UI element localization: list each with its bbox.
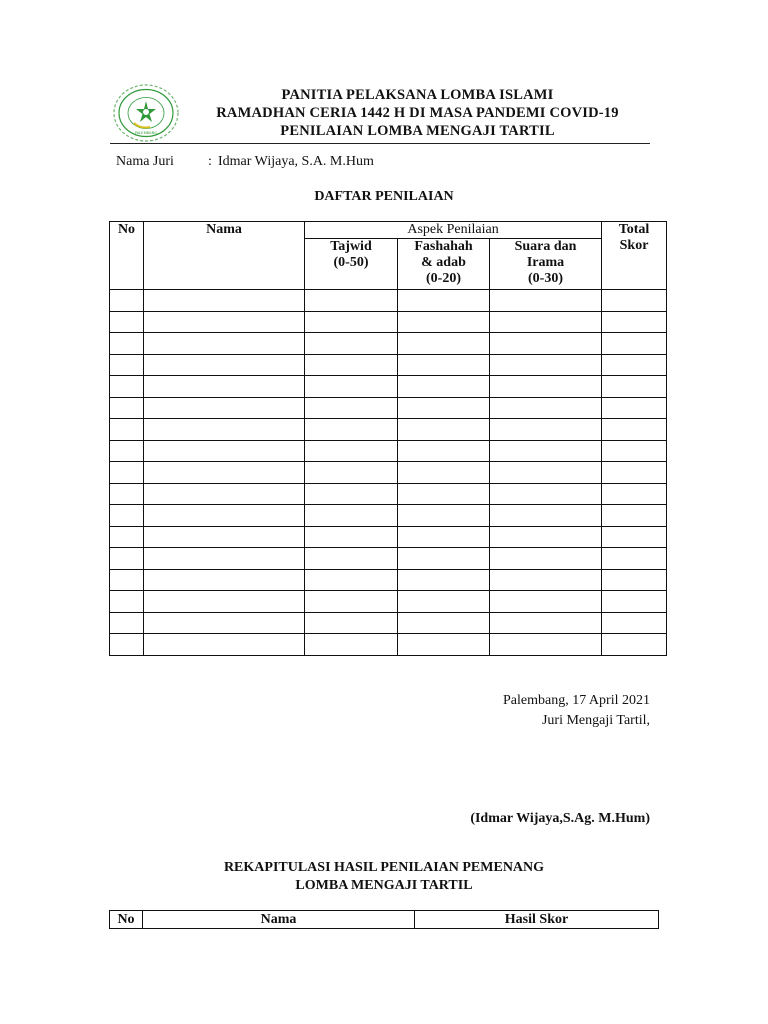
juri-colon: :: [208, 154, 212, 169]
col-header-no: No: [110, 222, 144, 290]
fashahah-range: (0-20): [426, 271, 461, 286]
table-cell[interactable]: [490, 440, 602, 462]
table-cell[interactable]: [305, 440, 398, 462]
table-cell[interactable]: [144, 591, 305, 613]
table-cell[interactable]: [110, 376, 144, 398]
table-cell[interactable]: [602, 591, 667, 613]
table-cell[interactable]: [602, 526, 667, 548]
table-cell[interactable]: [398, 419, 490, 441]
table-cell[interactable]: [490, 311, 602, 333]
sub-header-fashahah: [398, 239, 490, 290]
table-cell[interactable]: [305, 634, 398, 656]
recap-col-nama: Nama: [143, 911, 415, 929]
fashahah-label: Fashahah: [414, 239, 473, 254]
table-cell[interactable]: [490, 333, 602, 355]
table-cell[interactable]: [110, 526, 144, 548]
score-table: [109, 221, 667, 656]
table-cell[interactable]: [602, 440, 667, 462]
recap-col-no: No: [110, 911, 143, 929]
table-cell[interactable]: [305, 591, 398, 613]
table-row: [110, 440, 667, 462]
table-cell[interactable]: [602, 505, 667, 527]
logo-text: PALEMBANG: [134, 131, 158, 135]
header-line-2: RAMADHAN CERIA 1442 H DI MASA PANDEMI COVID-19: [216, 105, 619, 121]
table-cell[interactable]: [305, 419, 398, 441]
table-row: [110, 612, 667, 634]
total-line-2: Skor: [619, 238, 649, 253]
table-cell[interactable]: [305, 333, 398, 355]
table-cell[interactable]: [144, 548, 305, 570]
table-cell[interactable]: [144, 397, 305, 419]
table-row: [110, 290, 667, 312]
table-cell[interactable]: [144, 354, 305, 376]
table-cell[interactable]: [398, 591, 490, 613]
table-row: [110, 333, 667, 355]
table-cell[interactable]: [490, 505, 602, 527]
table-cell[interactable]: [110, 462, 144, 484]
table-cell[interactable]: [144, 634, 305, 656]
table-cell[interactable]: [110, 569, 144, 591]
table-cell[interactable]: [490, 462, 602, 484]
table-cell[interactable]: [602, 311, 667, 333]
table-cell[interactable]: [602, 354, 667, 376]
table-cell[interactable]: [602, 397, 667, 419]
table-row: [110, 419, 667, 441]
table-cell[interactable]: [398, 483, 490, 505]
tajwid-label: Tajwid: [330, 239, 372, 254]
signer-name: (Idmar Wijaya,S.Ag. M.Hum): [470, 811, 650, 826]
table-cell[interactable]: [398, 397, 490, 419]
table-cell[interactable]: [398, 440, 490, 462]
table-cell[interactable]: [602, 483, 667, 505]
table-cell[interactable]: [398, 612, 490, 634]
table-row: [110, 462, 667, 484]
fashahah-label-2: & adab: [421, 255, 466, 270]
recap-col-skor: Hasil Skor: [415, 911, 659, 929]
suara-range: (0-30): [528, 271, 564, 286]
recap-title-line-2: LOMBA MENGAJI TARTIL: [295, 878, 473, 893]
table-cell[interactable]: [110, 333, 144, 355]
table-cell[interactable]: [110, 354, 144, 376]
table-cell[interactable]: [398, 569, 490, 591]
table-cell[interactable]: [305, 612, 398, 634]
table-row: [110, 548, 667, 570]
table-row: [110, 526, 667, 548]
table-cell[interactable]: [305, 569, 398, 591]
table-cell[interactable]: [144, 526, 305, 548]
table-row: [110, 569, 667, 591]
table-row: [110, 505, 667, 527]
total-line-1: Total: [618, 222, 650, 237]
table-cell[interactable]: [144, 505, 305, 527]
table-cell[interactable]: [398, 462, 490, 484]
table-cell[interactable]: [144, 440, 305, 462]
recap-table: [109, 910, 659, 929]
table-cell[interactable]: [144, 290, 305, 312]
table-cell[interactable]: [110, 483, 144, 505]
signature-block: [503, 691, 650, 731]
table-cell[interactable]: [305, 354, 398, 376]
suara-label: Suara dan: [514, 239, 577, 254]
table-cell[interactable]: [110, 634, 144, 656]
table-row: [110, 376, 667, 398]
table-cell[interactable]: [602, 462, 667, 484]
sub-header-tajwid: [305, 239, 398, 290]
table-row: [110, 483, 667, 505]
table-cell[interactable]: [305, 483, 398, 505]
signer-role: Juri Mengaji Tartil,: [541, 713, 650, 728]
table-cell[interactable]: [602, 376, 667, 398]
table-cell[interactable]: [305, 376, 398, 398]
table-cell[interactable]: [144, 483, 305, 505]
table-cell[interactable]: [398, 311, 490, 333]
daftar-title: DAFTAR PENILAIAN: [314, 189, 454, 204]
document-header: [190, 86, 645, 140]
table-cell[interactable]: [398, 376, 490, 398]
table-cell[interactable]: [490, 612, 602, 634]
table-cell[interactable]: [144, 333, 305, 355]
table-cell[interactable]: [110, 290, 144, 312]
header-line-1: PANITIA PELAKSANA LOMBA ISLAMI: [281, 87, 554, 103]
table-cell[interactable]: [305, 548, 398, 570]
suara-label-2: Irama: [526, 255, 565, 270]
header-divider: [110, 143, 650, 144]
table-cell[interactable]: [144, 612, 305, 634]
recap-title: [110, 859, 658, 895]
table-row: [110, 397, 667, 419]
table-cell[interactable]: [602, 612, 667, 634]
table-cell[interactable]: [305, 526, 398, 548]
table-cell[interactable]: [305, 462, 398, 484]
table-row: [110, 634, 667, 656]
table-cell[interactable]: [602, 634, 667, 656]
score-table-body: [110, 290, 667, 656]
table-row: [110, 591, 667, 613]
table-cell[interactable]: [602, 569, 667, 591]
table-cell[interactable]: [398, 548, 490, 570]
table-cell[interactable]: [490, 354, 602, 376]
table-cell[interactable]: [490, 569, 602, 591]
table-cell[interactable]: [110, 591, 144, 613]
table-cell[interactable]: [602, 419, 667, 441]
juri-label: Nama Juri: [116, 154, 174, 169]
table-cell[interactable]: [110, 397, 144, 419]
table-row: [110, 354, 667, 376]
juri-name: Idmar Wijaya, S.A. M.Hum: [218, 154, 374, 169]
table-cell[interactable]: [490, 548, 602, 570]
table-cell[interactable]: [110, 311, 144, 333]
header-line-3: PENILAIAN LOMBA MENGAJI TARTIL: [280, 123, 555, 139]
tajwid-range: (0-50): [333, 255, 369, 270]
table-cell[interactable]: [398, 634, 490, 656]
table-cell[interactable]: [398, 354, 490, 376]
table-cell[interactable]: [144, 311, 305, 333]
table-cell[interactable]: [490, 419, 602, 441]
place-date: Palembang, 17 April 2021: [503, 693, 650, 708]
table-cell[interactable]: [144, 569, 305, 591]
table-cell[interactable]: [110, 440, 144, 462]
table-cell[interactable]: [110, 548, 144, 570]
table-cell[interactable]: [602, 333, 667, 355]
table-cell[interactable]: [398, 333, 490, 355]
table-cell[interactable]: [602, 290, 667, 312]
table-cell[interactable]: [490, 591, 602, 613]
university-seal-icon: [112, 83, 180, 143]
recap-title-line-1: REKAPITULASI HASIL PENILAIAN PEMENANG: [223, 860, 545, 875]
table-cell[interactable]: [305, 311, 398, 333]
col-header-nama: Nama: [144, 222, 305, 290]
table-row: [110, 311, 667, 333]
table-cell[interactable]: [144, 462, 305, 484]
table-cell[interactable]: [144, 376, 305, 398]
table-cell[interactable]: [398, 290, 490, 312]
table-cell[interactable]: [305, 397, 398, 419]
table-cell[interactable]: [110, 419, 144, 441]
table-cell[interactable]: [490, 526, 602, 548]
table-cell[interactable]: [490, 376, 602, 398]
table-cell[interactable]: [490, 397, 602, 419]
table-cell[interactable]: [490, 290, 602, 312]
table-cell[interactable]: [398, 505, 490, 527]
table-cell[interactable]: [602, 548, 667, 570]
table-cell[interactable]: [490, 634, 602, 656]
col-header-aspek: Aspek Penilaian: [305, 222, 602, 239]
table-cell[interactable]: [110, 612, 144, 634]
sub-header-suara: [490, 239, 602, 290]
col-header-total: [602, 222, 667, 290]
table-cell[interactable]: [490, 483, 602, 505]
table-cell[interactable]: [144, 419, 305, 441]
table-cell[interactable]: [305, 505, 398, 527]
table-cell[interactable]: [305, 290, 398, 312]
table-cell[interactable]: [110, 505, 144, 527]
table-cell[interactable]: [398, 526, 490, 548]
